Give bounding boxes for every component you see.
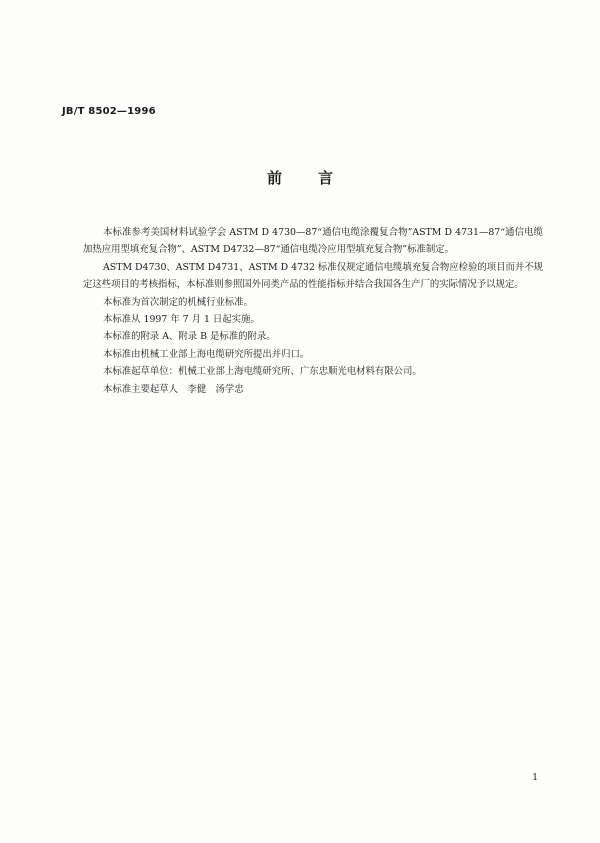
paragraph-first-edition: 本标准为首次制定的机械行业标准。 bbox=[103, 296, 254, 308]
paragraph-drafters: 本标准主要起草人 李健 汤学忠 bbox=[103, 383, 244, 395]
preface-body bbox=[83, 224, 543, 398]
paragraph-appendices: 本标准的附录 A、附录 B 是标准的附录。 bbox=[103, 331, 276, 343]
standard-code: JB/T 8502—1996 bbox=[62, 106, 156, 117]
page-number: 1 bbox=[532, 773, 538, 783]
paragraph-reference-standards: 本标准参考美国材料试验学会 ASTM D 4730—87“通信电缆涂覆复合物”ASTM D 4731—87“通信电缆加热应用型填充复合物”、ASTM D4732—87“通信电缆冷应用型填充复合物”标准制定。 bbox=[83, 227, 543, 256]
paragraph-effective-date: 本标准从 1997 年 7 月 1 日起实施。 bbox=[103, 314, 260, 326]
paragraph-proposer: 本标准由机械工业部上海电缆研究所提出并归口。 bbox=[103, 348, 310, 360]
page-title: 前言 bbox=[266, 169, 369, 187]
paragraph-drafting-units: 本标准起草单位：机械工业部上海电缆研究所、广东忠顺光电材料有限公司。 bbox=[103, 366, 422, 378]
paragraph-scope-note: ASTM D4730、ASTM D4731、ASTM D 4732 标准仅规定通信电缆填充复合物应检验的项目而并不规定这些项目的考核指标，本标准则参照国外同类产品的性能指标并结合我国各生产厂的实际情况予以规定。 bbox=[83, 261, 543, 291]
